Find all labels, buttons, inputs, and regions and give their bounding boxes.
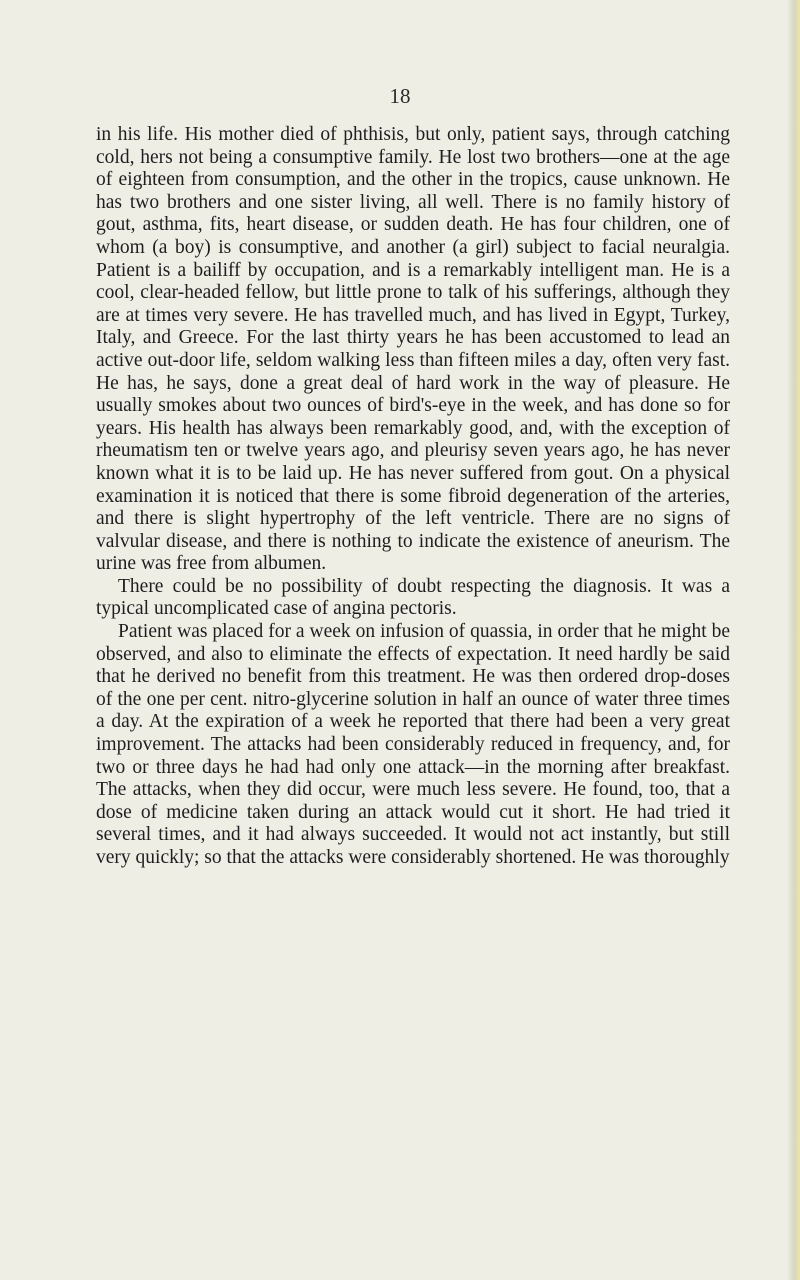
paragraph: in his life. His mother died of phthisis, but only, patient says, through catching cold, hers not being a consumptive family. He lost two brothers—one at the age of eighteen from consumption, and the other in the tropics, cause unknown. He has two brothers and one sister living, all well. There is no family history of gout, asthma, fits, heart disease, or sudden death. He has four children, one of whom (a boy) is consumptive, and another (a girl) subject to facial neuralgia. Patient is a bailiff by occupation, and is a remarkably intelligent man. He is a cool, clear-headed fellow, but little prone to talk of his sufferings, although they are at times very severe. He has travelled much, and has lived in Egypt, Turkey, Italy, and Greece. For the last thirty years he has been accustomed to lead an active out-door life, seldom walking less than fifteen miles a day, often very fast. He has, he says, done a great deal of hard work in the way of pleasure. He usually smokes about two ounces of bird's-eye in the week, and has done so for years. His health has always been remarkably good, and, with the exception of rheumatism ten or twelve years ago, and pleurisy seven years ago, he has never known what it is to be laid up. He has never suffered from gout. On a physical examination it is noticed that there is some fibroid degeneration of the arteries, and there is slight hypertrophy of the left ventricle. There are no signs of valvular disease, and there is nothing to indicate the existence of aneurism. The urine was free from albumen. — [96, 124, 730, 575]
page-edge — [788, 0, 800, 1280]
paragraph: There could be no possibility of doubt respecting the diagnosis. It was a typical uncomplicated case of angina pectoris. — [96, 575, 730, 620]
paragraph: Patient was placed for a week on infusion of quassia, in order that he might be observed, and also to eliminate the effects of expectation. It need hardly be said that he derived no benefit from this treatment. He was then ordered drop-doses of the one per cent. nitro-glycerine solution in half an ounce of water three times a day. At the expiration of a week he reported that there had been a very great improvement. The attacks had been considerably reduced in frequency, and, for two or three days he had had only one attack—in the morning after breakfast. The attacks, when they did occur, were much less severe. He found, too, that a dose of medicine taken during an attack would cut it short. He had tried it several times, and it had always succeeded. It would not act instantly, but still very quickly; so that the attacks were considerably shortened. He was thoroughly — [96, 621, 730, 868]
body-text — [96, 124, 730, 870]
page-number: 18 — [389, 84, 411, 108]
